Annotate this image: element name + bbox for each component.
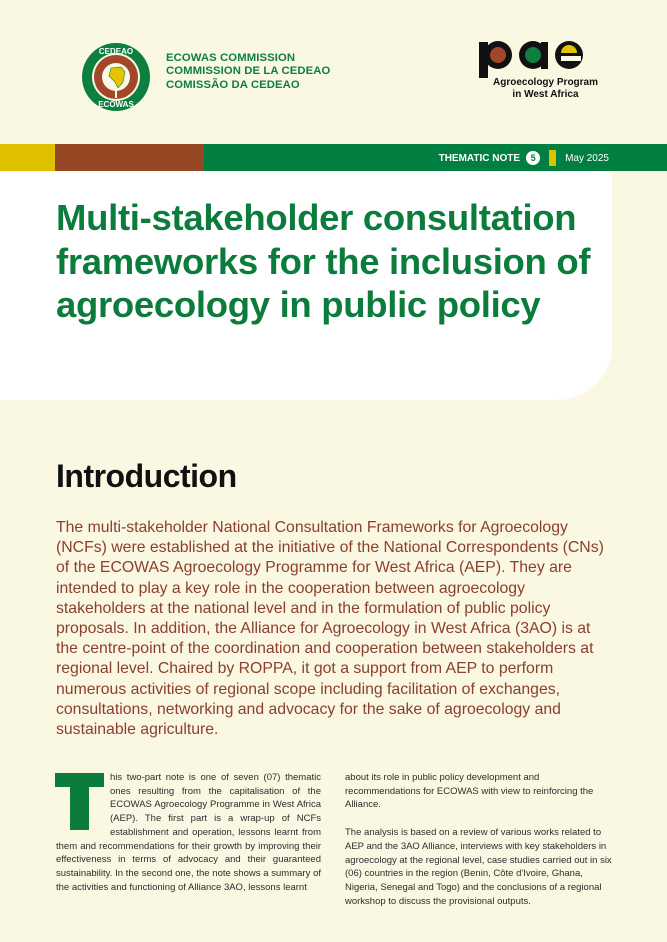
pae-sub-line1: Agroecology Program (492, 77, 599, 88)
right-column (345, 771, 615, 908)
band-brown (55, 144, 204, 171)
note-number-badge: 5 (526, 151, 540, 165)
left-column-text: his two-part note is one of seven (07) thematic ones resulting from the capitalisation of the ECOWAS Agroecology Programme in West Africa (AEP). The first part is a wrap-up of NCFs establishment and operation, lessons learnt from them and recommendations for their growth by improving their effectiveness in terms of advocacy and their guaranteed sustainability. In the second one, the note shows a summary of the activities and functioning of Alliance 3AO, lessons learnt (56, 772, 321, 893)
thematic-note-text: THEMATIC NOTE (438, 152, 521, 164)
introduction-body: The multi-stakeholder National Consultation Frameworks for Agroecology (NCFs) were established at the initiative of the National Correspondents (CNs) of the ECOWAS Agroecology Programme for West Africa (AEP). They are intended to play a key role in the cooperation between agroecology stakeholders at the national level and in the formulation of public policy proposals. In addition, the Alliance for Agroecology in West Africa (3AO) is at the centre-point of the coordination and cooperation between stakeholders at regional level. Chaired by ROPPA, it got a support from AEP to perform numerous activities of regional scope including facilitation of exchanges, consultations, networking and advocacy for the sake of agroecology and sustainable agriculture. (56, 519, 604, 739)
dropcap-t-icon (55, 773, 104, 830)
right-column-paragraph-1: about its role in public policy development and recommendations for ECOWAS with view to reinforcing the Alliance. (345, 772, 594, 811)
pae-subtitle (488, 77, 603, 101)
introduction-heading: Introduction (56, 458, 237, 494)
publication-date: May 2025 (565, 152, 609, 164)
page-header (0, 0, 667, 145)
band-green (204, 144, 667, 171)
ecowas-line-fr: COMMISSION DE LA CEDEAO (166, 65, 331, 78)
left-column (56, 771, 321, 894)
color-band (0, 144, 667, 171)
right-column-paragraph-2: The analysis is based on a review of various works related to AEP and the 3AO Alliance, interviews with key stakeholders in agroecology at the regional level, case studies carried out in six (06) countries in the region (Benin, Côte d'Ivoire, Ghana, Nigeria, Senegal and Togo) and the conclusions of a regional workshop to discuss the provisional outputs. (345, 827, 612, 907)
ecowas-emblem-icon (81, 42, 151, 112)
svg-text:CEDEAO: CEDEAO (98, 47, 134, 56)
ecowas-commission-text (166, 52, 330, 92)
band-separator (549, 150, 556, 166)
thematic-note-label (439, 150, 609, 166)
ecowas-line-en: ECOWAS COMMISSION (166, 52, 296, 64)
svg-text:ECOWAS: ECOWAS (98, 100, 134, 109)
band-yellow (0, 144, 55, 171)
document-title: Multi-stakeholder consultation frameworks for the inclusion of agroecology in public policy (56, 197, 591, 325)
pae-sub-line2: in West Africa (512, 89, 579, 100)
ecowas-line-pt: COMISSÃO DA CEDEAO (166, 78, 300, 91)
